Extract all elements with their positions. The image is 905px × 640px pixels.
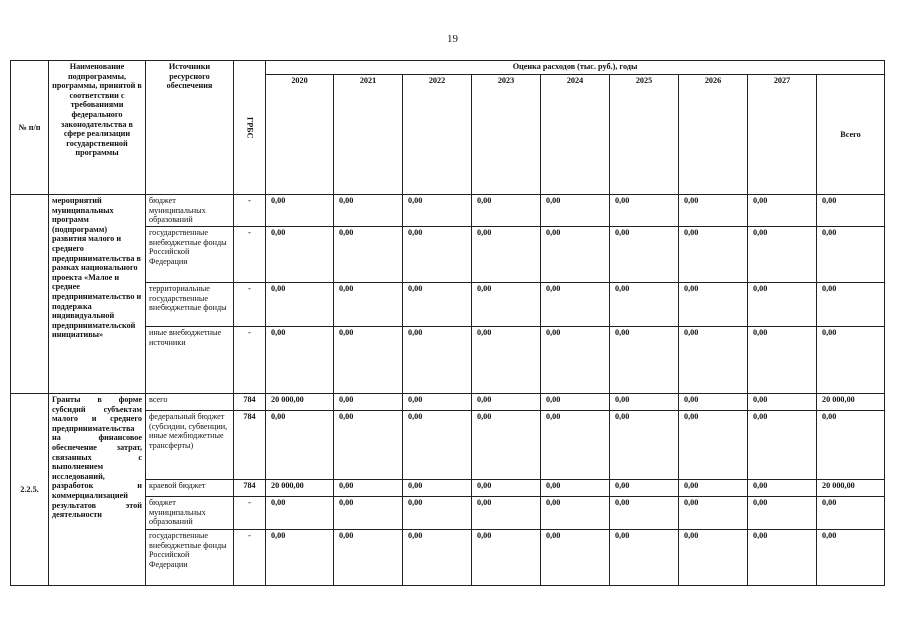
row-number [11,195,49,394]
total-cell: 20 000,00 [817,480,885,497]
source-cell: иные внебюджетные источники [146,327,234,394]
value-cell: 0,00 [334,530,403,586]
total-cell: 0,00 [817,497,885,530]
value-cell: 0,00 [403,394,472,411]
total-cell: 0,00 [817,327,885,394]
value-cell: 0,00 [403,411,472,480]
value-cell: 0,00 [610,195,679,227]
value-cell: 0,00 [748,195,817,227]
value-cell: 0,00 [334,283,403,327]
budget-table [10,60,885,586]
value-cell: 0,00 [748,283,817,327]
value-cell: 0,00 [679,283,748,327]
source-cell: территориальные государственные внебюджетные фонды [146,283,234,327]
source-cell: всего [146,394,234,411]
grbs-cell: 784 [234,394,266,411]
header-year: 2026 [679,75,748,195]
value-cell: 0,00 [610,327,679,394]
source-cell: бюджет муниципальных образований [146,195,234,227]
value-cell: 0,00 [266,283,334,327]
source-cell: бюджет муниципальных образований [146,497,234,530]
table-body [11,195,885,586]
value-cell: 0,00 [472,411,541,480]
grbs-cell: - [234,227,266,283]
grbs-cell: - [234,497,266,530]
grbs-cell: - [234,530,266,586]
value-cell: 0,00 [610,480,679,497]
value-cell: 0,00 [266,411,334,480]
grbs-cell: - [234,283,266,327]
value-cell: 0,00 [403,227,472,283]
value-cell: 0,00 [679,480,748,497]
value-cell: 0,00 [266,530,334,586]
value-cell: 0,00 [679,530,748,586]
value-cell: 0,00 [266,497,334,530]
header-name: Наименование подпрограммы, программы, принятой в соответствии с требованиями федерального законодательства в сфере реализации государственной программы [49,61,146,195]
header-num: № п/п [11,61,49,195]
header-year: 2024 [541,75,610,195]
value-cell: 0,00 [334,195,403,227]
value-cell: 0,00 [679,227,748,283]
value-cell: 0,00 [610,227,679,283]
value-cell: 0,00 [266,195,334,227]
value-cell: 20 000,00 [266,394,334,411]
page-number: 19 [447,33,458,45]
source-cell: краевой бюджет [146,480,234,497]
value-cell: 0,00 [541,195,610,227]
value-cell: 0,00 [403,530,472,586]
value-cell: 0,00 [334,480,403,497]
value-cell: 0,00 [679,195,748,227]
total-cell: 0,00 [817,411,885,480]
value-cell: 0,00 [334,394,403,411]
value-cell: 0,00 [472,480,541,497]
value-cell: 0,00 [541,497,610,530]
value-cell: 0,00 [541,394,610,411]
value-cell: 20 000,00 [266,480,334,497]
value-cell: 0,00 [472,497,541,530]
value-cell: 0,00 [748,327,817,394]
row-number: 2.2.5. [11,394,49,586]
value-cell: 0,00 [748,497,817,530]
value-cell: 0,00 [541,480,610,497]
value-cell: 0,00 [679,394,748,411]
value-cell: 0,00 [679,411,748,480]
header-year: 2023 [472,75,541,195]
value-cell: 0,00 [403,327,472,394]
value-cell: 0,00 [748,411,817,480]
header-year: 2027 [748,75,817,195]
value-cell: 0,00 [610,411,679,480]
total-cell: 0,00 [817,227,885,283]
value-cell: 0,00 [334,497,403,530]
header-grbs: ГРБС [234,61,266,195]
total-cell: 20 000,00 [817,394,885,411]
value-cell: 0,00 [334,227,403,283]
value-cell: 0,00 [541,227,610,283]
header-estimate: Оценка расходов (тыс. руб.), годы [266,61,885,75]
total-cell: 0,00 [817,195,885,227]
header-year: 2025 [610,75,679,195]
header-year: 2020 [266,75,334,195]
value-cell: 0,00 [541,530,610,586]
value-cell: 0,00 [472,283,541,327]
value-cell: 0,00 [472,530,541,586]
source-cell: федеральный бюджет (субсидии, субвенции, иные межбюджетные трансферты) [146,411,234,480]
grbs-cell: 784 [234,411,266,480]
value-cell: 0,00 [541,411,610,480]
grbs-cell: - [234,327,266,394]
value-cell: 0,00 [748,394,817,411]
source-cell: государственные внебюджетные фонды Российской Федерации [146,530,234,586]
value-cell: 0,00 [610,283,679,327]
value-cell: 0,00 [610,497,679,530]
value-cell: 0,00 [472,195,541,227]
table-header [11,61,885,195]
header-year: 2021 [334,75,403,195]
value-cell: 0,00 [403,480,472,497]
value-cell: 0,00 [472,227,541,283]
table-row [11,195,885,227]
value-cell: 0,00 [403,497,472,530]
value-cell: 0,00 [610,394,679,411]
value-cell: 0,00 [472,327,541,394]
value-cell: 0,00 [541,327,610,394]
value-cell: 0,00 [541,283,610,327]
value-cell: 0,00 [679,327,748,394]
total-cell: 0,00 [817,283,885,327]
value-cell: 0,00 [266,327,334,394]
value-cell: 0,00 [403,283,472,327]
value-cell: 0,00 [472,394,541,411]
table-row [11,394,885,411]
grbs-cell: - [234,195,266,227]
value-cell: 0,00 [748,480,817,497]
value-cell: 0,00 [403,195,472,227]
header-total: Всего [817,75,885,195]
value-cell: 0,00 [334,327,403,394]
value-cell: 0,00 [748,530,817,586]
value-cell: 0,00 [610,530,679,586]
value-cell: 0,00 [679,497,748,530]
source-cell: государственные внебюджетные фонды Российской Федерации [146,227,234,283]
value-cell: 0,00 [266,227,334,283]
value-cell: 0,00 [334,411,403,480]
program-name: мероприятий муниципальных программ (подпрограмм) развития малого и среднего предпринимательства в рамках национального проекта «Малое и среднее предпринимательство и поддержка индивидуальной предпринимательской инициативы» [49,195,146,394]
grbs-cell: 784 [234,480,266,497]
header-year: 2022 [403,75,472,195]
header-sources: Источники ресурсного обеспечения [146,61,234,195]
program-name: Гранты в форме субсидий субъектам малого и среднего предпринимательства на финансовое обеспечение затрат, связанных с выполнением исследований, разработок и коммерциализацией результатов этой деятельности [49,394,146,586]
total-cell: 0,00 [817,530,885,586]
value-cell: 0,00 [748,227,817,283]
